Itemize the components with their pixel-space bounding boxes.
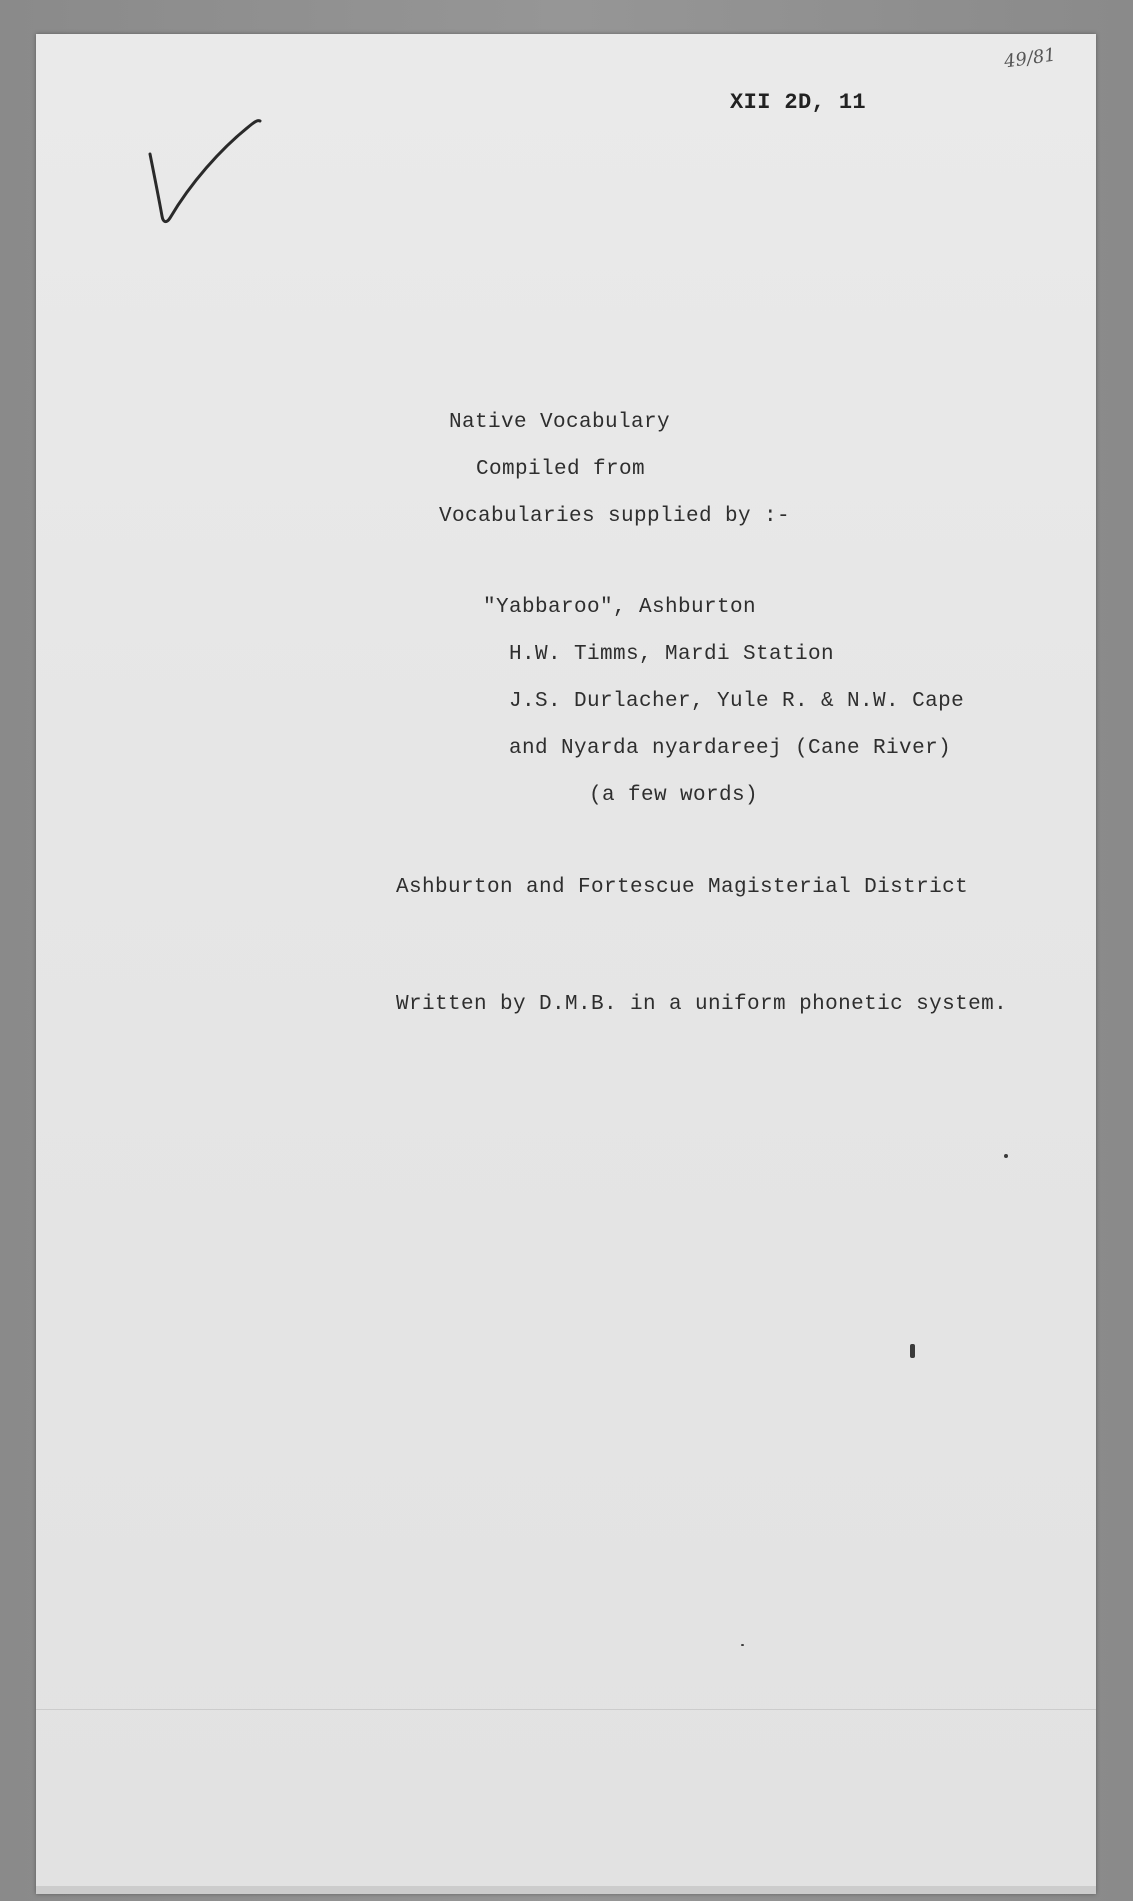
page-number: 49/81 (1002, 44, 1058, 73)
ink-speck (910, 1344, 915, 1358)
document-page (36, 34, 1096, 1894)
source-line: "Yabbaroo", Ashburton (483, 596, 757, 619)
source-line: H.W. Timms, Mardi Station (509, 643, 835, 666)
title-line: Native Vocabulary (449, 411, 671, 434)
check-mark-icon (140, 104, 310, 274)
paper-edge (36, 1886, 1096, 1894)
ink-speck (1004, 1154, 1008, 1158)
district-line: Ashburton and Fortescue Magisterial District (396, 876, 969, 899)
supplied-by-line: Vocabularies supplied by :- (439, 505, 791, 528)
paper-fold (36, 1709, 1096, 1710)
ink-speck (741, 1644, 744, 1646)
author-line: Written by D.M.B. in a uniform phonetic system. (396, 993, 1008, 1016)
source-line: J.S. Durlacher, Yule R. & N.W. Cape (509, 690, 965, 713)
source-line: and Nyarda nyardareej (Cane River) (509, 737, 952, 760)
source-note: (a few words) (589, 784, 759, 807)
file-reference: XII 2D, 11 (730, 90, 867, 115)
subtitle-line: Compiled from (476, 458, 646, 481)
